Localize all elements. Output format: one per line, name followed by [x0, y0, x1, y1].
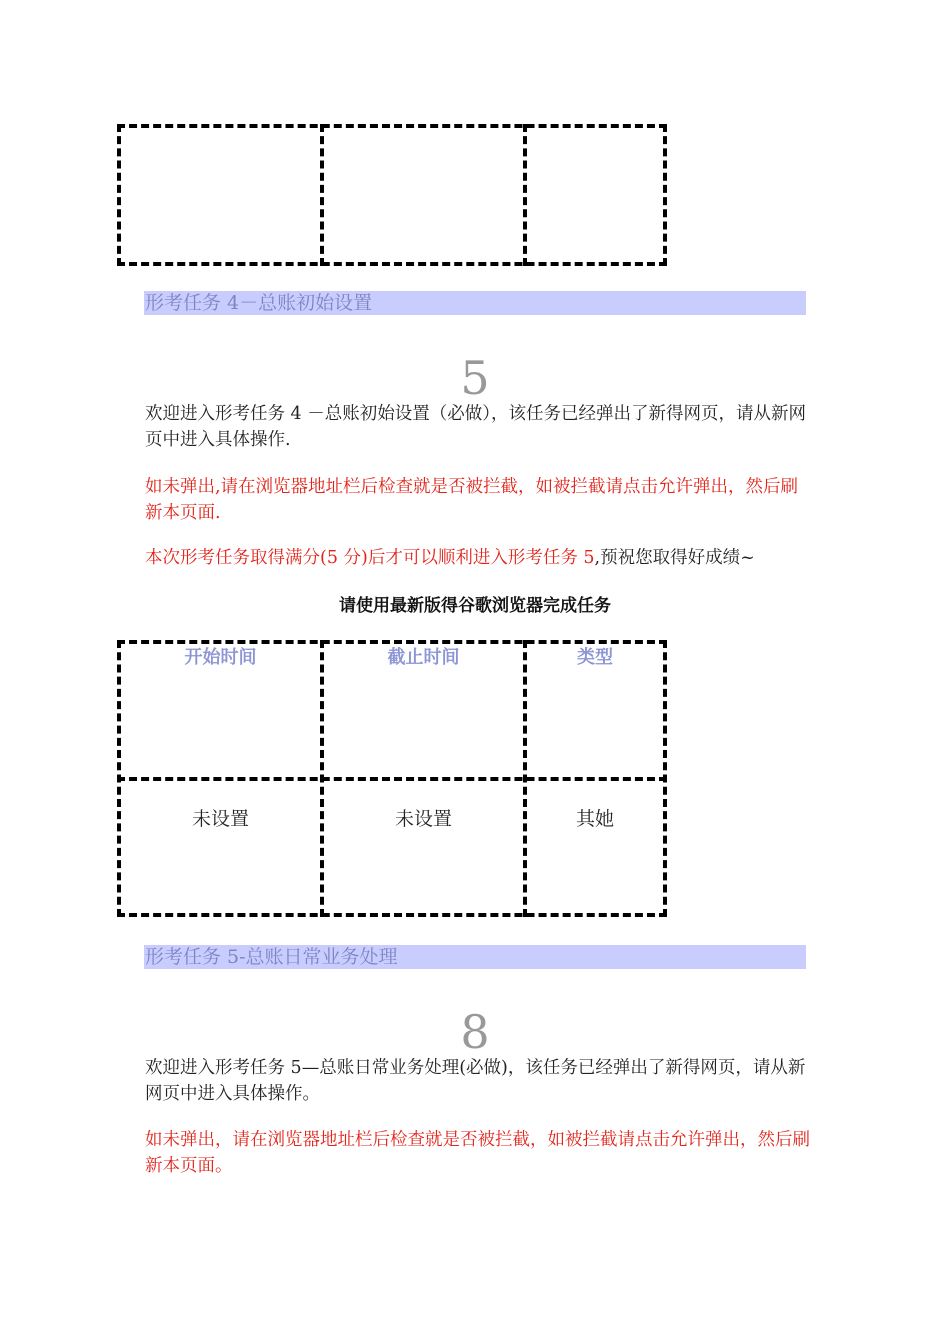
section-title[interactable]: 形考任务 5-总账日常业务处理 — [145, 946, 398, 968]
header-start-time: 开始时间 — [184, 647, 257, 668]
table-border — [117, 640, 121, 917]
completion-note-black: ,预祝您取得好成绩~ — [594, 548, 755, 568]
table-border — [117, 913, 667, 917]
cell-start-time: 未设置 — [191, 808, 249, 830]
table-border — [523, 124, 527, 266]
completion-note — [145, 545, 815, 571]
table-border — [320, 124, 324, 266]
cell-end-time: 未设置 — [394, 808, 452, 830]
popup-warning: 如未弹出，请在浏览器地址栏后检查就是否被拦截，如被拦截请点击允许弹出，然后刷新本页面。 — [145, 1130, 810, 1176]
score-number: 5 — [460, 351, 490, 405]
table-border — [117, 124, 121, 266]
browser-note: 请使用最新版得谷歌浏览器完成任务 — [339, 596, 611, 616]
cell-type: 其她 — [575, 808, 614, 830]
table-border — [117, 262, 667, 266]
section-title[interactable]: 形考任务 4－总账初始设置 — [145, 292, 373, 314]
table-border — [663, 124, 667, 266]
table-border — [117, 124, 667, 128]
intro-text: 欢迎进入形考任务 5—总账日常业务处理(必做)，该任务已经弹出了新得网页，请从新网页中进入具体操作。 — [145, 1058, 806, 1104]
table-border — [117, 640, 667, 644]
table-border — [663, 640, 667, 917]
section-title-band — [144, 291, 806, 315]
header-end-time: 截止时间 — [387, 647, 460, 668]
table-border — [320, 640, 324, 917]
section-title-band — [144, 945, 806, 969]
intro-text: 欢迎进入形考任务 4 －总账初始设置（必做），该任务已经弹出了新得网页，请从新网页中进入具体操作. — [145, 404, 807, 450]
table-border — [117, 777, 667, 781]
completion-note-red: 本次形考任务取得满分(5 分)后才可以顺利进入形考任务 5 — [145, 548, 595, 568]
table-border — [523, 640, 527, 917]
header-type: 类型 — [577, 647, 613, 668]
popup-warning: 如未弹出,请在浏览器地址栏后检查就是否被拦截，如被拦截请点击允许弹出，然后刷新本页面. — [145, 477, 799, 523]
score-number: 8 — [460, 1005, 490, 1059]
